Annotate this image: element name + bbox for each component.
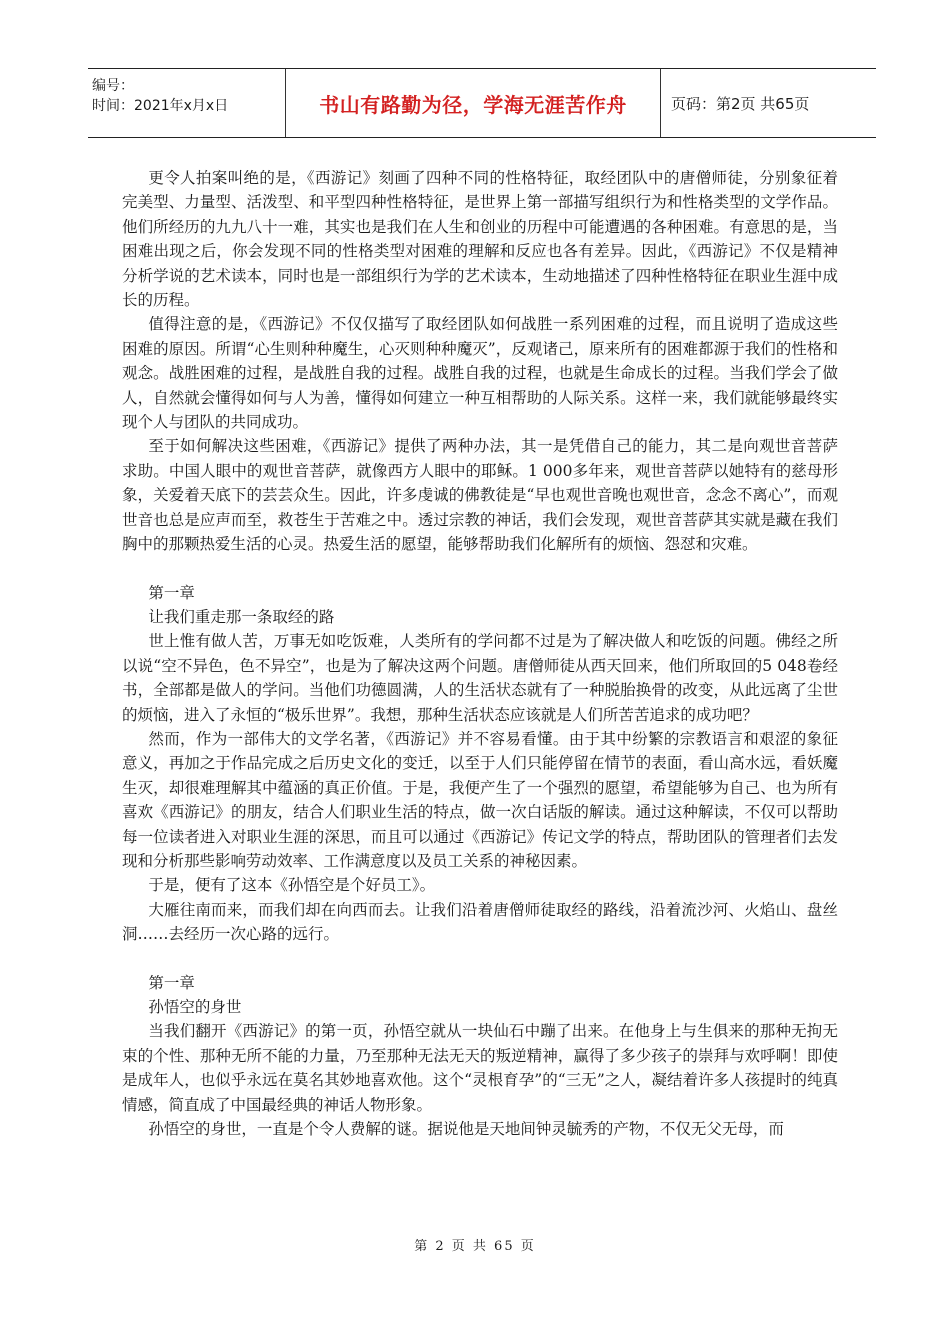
paragraph: 至于如何解决这些困难，《西游记》提供了两种办法，其一是凭借自己的能力，其二是向观世音菩萨求助。中国人眼中的观世音菩萨，就像西方人眼中的耶稣。1 000多年来，观世音菩萨以她特有的慈母形象，关爱着天底下的芸芸众生。因此，许多虔诚的佛教徒是“早也观世音晚也观世音，念念不离心”，而观世音也总是应声而至，救苍生于苦难之中。透过宗教的神话，我们会发现，观世音菩萨其实就是藏在我们胸中的那颗热爱生活的心灵。热爱生活的愿望，能够帮助我们化解所有的烦恼、怨怼和灾难。 [122, 437, 838, 554]
paragraph: 大雁往南而来，而我们却在向西而去。让我们沿着唐僧师徒取经的路线，沿着流沙河、火焰山、盘丝洞……去经历一次心路的远行。 [122, 900, 838, 944]
page-footer: 第 2 页 共 65 页 [414, 1239, 536, 1254]
paragraph: 然而，作为一部伟大的文学名著，《西游记》并不容易看懂。由于其中纷繁的宗教语言和艰涩的象征意义，再加之于作品完成之后历史文化的变迁，以至于人们只能停留在情节的表面，看山高水远，看妖魔生灭，却很难理解其中蕴涵的真正价值。于是，我便产生了一个强烈的愿望，希望能够为自己、也为所有喜欢《西游记》的朋友，结合人们职业生活的特点，做一次白话版的解读。通过这种解读，不仅可以帮助每一位读者进入对职业生涯的深思，而且可以通过《西游记》传记文学的特点，帮助团队的管理者们去发现和分析那些影响劳动效率、工作满意度以及员工关系的神秘因素。 [122, 729, 838, 870]
paragraph: 孙悟空的身世，一直是个令人费解的谜。据说他是天地间钟灵毓秀的产物，不仅无父无母，而 [148, 1120, 784, 1139]
page-header [88, 68, 876, 138]
document-body [122, 166, 838, 1141]
blank-line [122, 557, 838, 581]
paragraph: 当我们翻开《西游记》的第一页，孙悟空就从一块仙石中蹦了出来。在他身上与生俱来的那种无拘无束的个性、那种无所不能的力量，乃至那种无法无天的叛逆精神，赢得了多少孩子的崇拜与欢呼啊！即使是成年人，也似乎永远在莫名其妙地喜欢他。这个“灵根育孕”的“三无”之人，凝结着许多人孩提时的纯真情感，简直成了中国最经典的神话人物形象。 [122, 1022, 838, 1114]
paragraph: 更令人拍案叫绝的是，《西游记》刻画了四种不同的性格特征，取经团队中的唐僧师徒，分别象征着完美型、力量型、活泼型、和平型四种性格特征，是世界上第一部描写组织行为和性格类型的文学作品。他们所经历的九九八十一难，其实也是我们在人生和创业的历程中可能遭遇的各种困难。有意思的是，当困难出现之后，你会发现不同的性格类型对困难的理解和反应也各有差异。因此，《西游记》不仅是精神分析学说的艺术读本，同时也是一部组织行为学的艺术读本，生动地描述了四种性格特征在职业生涯中成长的历程。 [122, 169, 838, 310]
header-page-number: 页码：第2页 共65页 [671, 94, 810, 113]
header-info [88, 69, 285, 137]
blank-line [122, 947, 838, 971]
paragraph: 于是，便有了这本《孙悟空是个好员工》。 [148, 876, 436, 895]
paragraph: 世上惟有做人苦，万事无如吃饭难，人类所有的学问都不过是为了解决做人和吃饭的问题。佛经之所以说“空不异色，色不异空”，也是为了解决这两个问题。唐僧师徒从西天回来，他们所取回的5 048卷经书，全部都是做人的学问。当他们功德圆满，人的生活状态就有了一种脱胎换骨的改变，从此远离了尘世的烦恼，进入了永恒的“极乐世界”。我想，那种生活状态应该就是人们所苦苦追求的成功吧？ [122, 632, 838, 724]
section-title: 让我们重走那一条取经的路 [148, 607, 335, 626]
chapter-label: 第一章 [148, 583, 195, 602]
date-label: 时间：2021年x月x日 [92, 98, 229, 114]
chapter-label: 第一章 [148, 973, 195, 992]
header-motto: 书山有路勤为径，学海无涯苦作舟 [319, 92, 627, 117]
section-title: 孙悟空的身世 [148, 998, 242, 1016]
paragraph: 值得注意的是，《西游记》不仅仅描写了取经团队如何战胜一系列困难的过程，而且说明了造成这些困难的原因。所谓“心生则种种魔生，心灭则种种魔灭”，反观诸己，原来所有的困难都源于我们的性格和观念。战胜困难的过程，是战胜自我的过程。战胜自我的过程，也就是生命成长的过程。当我们学会了做人，自然就会懂得如何与人为善，懂得如何建立一种互相帮助的人际关系。这样一来，我们就能够最终实现个人与团队的共同成功。 [122, 315, 838, 432]
number-label: 编号： [92, 78, 134, 94]
